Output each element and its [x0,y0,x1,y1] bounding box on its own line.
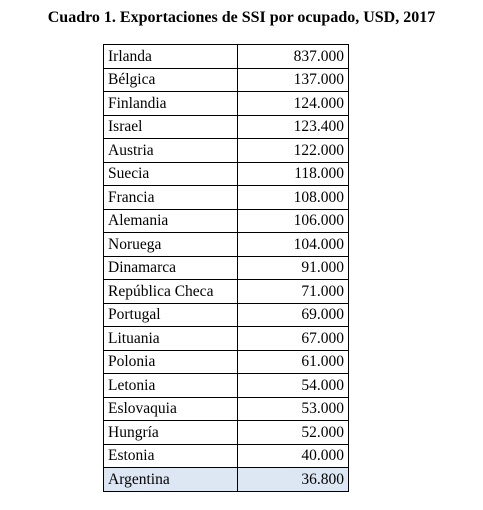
table-row [104,444,349,468]
value-cell: 54.000 [238,374,349,398]
table-row [104,92,349,116]
value-cell: 137.000 [238,68,349,92]
table-row [104,68,349,92]
table-row [104,280,349,304]
exports-table [103,44,349,492]
country-cell: Francia [104,186,238,210]
country-cell: Hungría [104,421,238,445]
country-cell: Irlanda [104,45,238,69]
table-row [104,162,349,186]
value-cell: 67.000 [238,327,349,351]
value-cell: 53.000 [238,397,349,421]
country-cell: Dinamarca [104,256,238,280]
value-cell: 124.000 [238,92,349,116]
country-cell: Israel [104,115,238,139]
table-row [104,350,349,374]
table-row [104,139,349,163]
value-cell: 118.000 [238,162,349,186]
country-cell: Finlandia [104,92,238,116]
table-row [104,233,349,257]
value-cell: 837.000 [238,45,349,69]
value-cell: 108.000 [238,186,349,210]
table-row [104,303,349,327]
value-cell: 52.000 [238,421,349,445]
table-row [104,397,349,421]
value-cell: 106.000 [238,209,349,233]
table-row [104,327,349,351]
country-cell: Letonia [104,374,238,398]
country-cell: Suecia [104,162,238,186]
value-cell: 61.000 [238,350,349,374]
country-cell: Polonia [104,350,238,374]
country-cell: Portugal [104,303,238,327]
table-row [104,209,349,233]
value-cell: 36.800 [238,468,349,492]
table-row [104,421,349,445]
value-cell: 69.000 [238,303,349,327]
country-cell: Alemania [104,209,238,233]
table-row [104,256,349,280]
country-cell: Argentina [104,468,238,492]
country-cell: Lituania [104,327,238,351]
value-cell: 122.000 [238,139,349,163]
value-cell: 71.000 [238,280,349,304]
table-row [104,115,349,139]
country-cell: Austria [104,139,238,163]
country-cell: Noruega [104,233,238,257]
table-row-highlighted [104,468,349,492]
country-cell: República Checa [104,280,238,304]
value-cell: 91.000 [238,256,349,280]
country-cell: Estonia [104,444,238,468]
table-row [104,45,349,69]
value-cell: 40.000 [238,444,349,468]
value-cell: 123.400 [238,115,349,139]
table-title: Cuadro 1. Exportaciones de SSI por ocupado, USD, 2017 [47,9,436,26]
country-cell: Bélgica [104,68,238,92]
table-row [104,186,349,210]
table-row [104,374,349,398]
country-cell: Eslovaquia [104,397,238,421]
value-cell: 104.000 [238,233,349,257]
